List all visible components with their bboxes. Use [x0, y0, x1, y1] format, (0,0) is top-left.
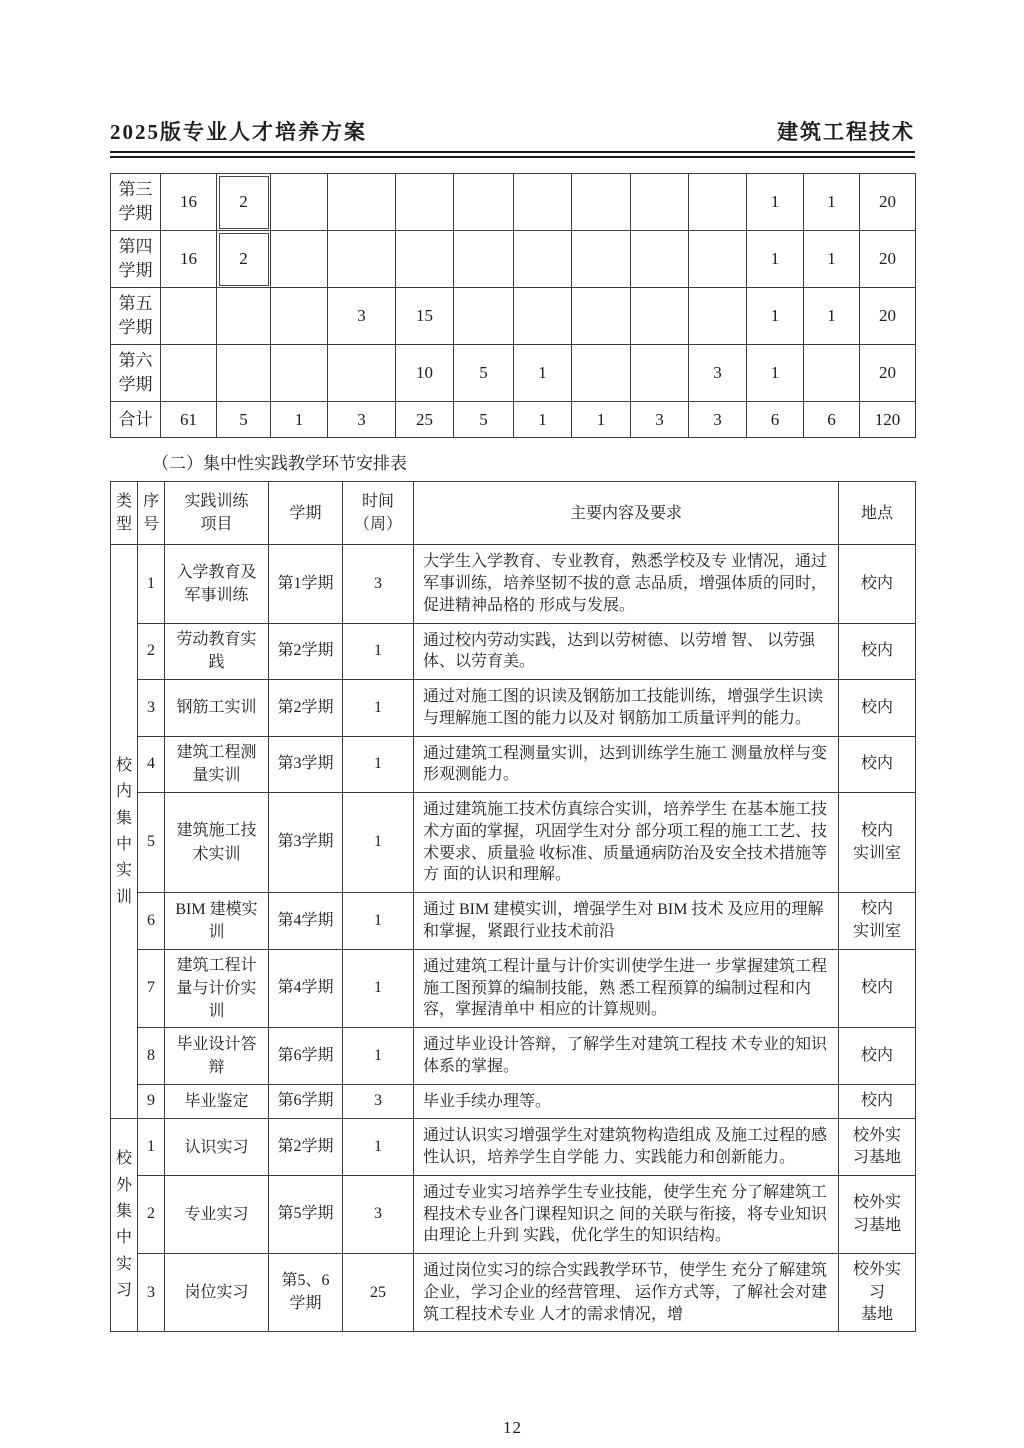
semester-value-cell — [689, 288, 747, 345]
semester-value-cell: 1 — [747, 288, 804, 345]
semester-value-cell: 61 — [161, 402, 217, 438]
semester-value-cell — [804, 345, 860, 402]
semester-table-body — [111, 174, 916, 438]
practice-weeks-cell: 3 — [343, 1084, 414, 1119]
practice-location-cell: 校内 — [839, 1028, 916, 1085]
semester-row-label: 第六学期 — [111, 345, 161, 402]
practice-header-col-content: 主要内容及要求 — [414, 482, 839, 545]
practice-weeks-cell: 1 — [343, 680, 414, 737]
semester-value-cell — [631, 174, 689, 231]
semester-value-cell: 20 — [860, 288, 916, 345]
practice-project-cell: 毕业设计答辩 — [165, 1028, 269, 1085]
practice-seq-cell: 2 — [138, 623, 165, 680]
semester-value-cell: 16 — [161, 174, 217, 231]
practice-header-col-semester: 学期 — [269, 482, 343, 545]
semester-value-cell — [631, 288, 689, 345]
semester-value-cell: 6 — [804, 402, 860, 438]
semester-value-cell: 1 — [747, 174, 804, 231]
semester-value-cell — [161, 345, 217, 402]
practice-project-cell: 劳动教育实践 — [165, 623, 269, 680]
semester-row — [111, 231, 916, 288]
practice-seq-cell: 5 — [138, 793, 165, 893]
semester-value-cell — [454, 288, 514, 345]
practice-seq-cell: 1 — [138, 1119, 165, 1176]
practice-location-cell: 校内 实训室 — [839, 793, 916, 893]
practice-semester-cell: 第4学期 — [269, 949, 343, 1028]
practice-type-cell — [111, 1119, 138, 1332]
semester-value-cell: 20 — [860, 231, 916, 288]
page-header — [110, 116, 915, 146]
semester-summary-table — [110, 173, 916, 438]
practice-content-cell: 通过认识实习增强学生对建筑物构造组成 及施工过程的感性认识，培养学生自学能 力、实践能力和创新能力。 — [414, 1119, 839, 1176]
practice-seq-cell: 9 — [138, 1084, 165, 1119]
practice-location-cell: 校内 — [839, 736, 916, 793]
semester-value-cell — [572, 345, 631, 402]
semester-value-cell — [514, 174, 572, 231]
semester-value-cell: 20 — [860, 174, 916, 231]
practice-location-cell: 校外实 习 基地 — [839, 1254, 916, 1332]
practice-content-cell: 通过对施工图的识读及钢筋加工技能训练，增强学生识读与理解施工图的能力以及对 钢筋加工质量评判的能力。 — [414, 680, 839, 737]
semester-value-cell: 1 — [572, 402, 631, 438]
semester-value-cell: 1 — [271, 402, 328, 438]
practice-project-cell: 岗位实习 — [165, 1254, 269, 1332]
practice-row — [111, 1028, 916, 1085]
practice-location-cell: 校外实 习基地 — [839, 1119, 916, 1176]
practice-weeks-cell: 1 — [343, 623, 414, 680]
practice-weeks-cell: 25 — [343, 1254, 414, 1332]
semester-row — [111, 402, 916, 438]
practice-seq-cell: 3 — [138, 1254, 165, 1332]
section-title: （二）集中性实践教学环节安排表 — [152, 454, 407, 473]
practice-project-cell: 建筑工程计量与计价实训 — [165, 949, 269, 1028]
practice-row — [111, 793, 916, 893]
header-left-title: 2025版专业人才培养方案 — [110, 120, 367, 144]
practice-row — [111, 1254, 916, 1332]
semester-value-cell: 3 — [328, 402, 396, 438]
semester-value-cell — [217, 288, 271, 345]
semester-value-cell: 2 — [217, 174, 271, 231]
practice-row — [111, 1119, 916, 1176]
practice-seq-cell: 4 — [138, 736, 165, 793]
semester-value-cell: 1 — [804, 231, 860, 288]
practice-row — [111, 1084, 916, 1119]
practice-row — [111, 949, 916, 1028]
practice-location-cell: 校内 — [839, 680, 916, 737]
semester-value-cell — [271, 174, 328, 231]
semester-value-cell: 2 — [217, 231, 271, 288]
practice-semester-cell: 第5学期 — [269, 1175, 343, 1253]
practice-seq-cell: 6 — [138, 893, 165, 950]
semester-value-cell — [454, 231, 514, 288]
page-number: 12 — [503, 1418, 522, 1438]
semester-value-cell: 1 — [514, 345, 572, 402]
practice-semester-cell: 第4学期 — [269, 893, 343, 950]
practice-weeks-cell: 1 — [343, 949, 414, 1028]
practice-content-cell: 通过专业实习培养学生专业技能，使学生充 分了解建筑工程技术专业各门课程知识之 间的关联与衔接，将专业知识由理论上升到 实践，优化学生的知识结构。 — [414, 1175, 839, 1253]
semester-value-cell: 25 — [396, 402, 454, 438]
practice-seq-cell: 2 — [138, 1175, 165, 1253]
semester-value-cell — [217, 345, 271, 402]
practice-header-col-seq: 序号 — [138, 482, 165, 545]
semester-value-cell — [396, 174, 454, 231]
semester-value-cell — [271, 345, 328, 402]
practice-weeks-cell: 1 — [343, 793, 414, 893]
practice-content-cell: 通过建筑工程计量与计价实训使学生进一 步掌握建筑工程施工图预算的编制技能，熟 悉工程预算的编制过程和内容，掌握清单中 相应的计算规则。 — [414, 949, 839, 1028]
semester-value-cell — [514, 231, 572, 288]
practice-location-cell: 校内 — [839, 623, 916, 680]
practice-project-cell: 入学教育及军事训练 — [165, 545, 269, 623]
practice-row — [111, 1175, 916, 1253]
practice-weeks-cell: 1 — [343, 736, 414, 793]
practice-weeks-cell: 1 — [343, 1028, 414, 1085]
practice-type-label: 校内集中实训 — [115, 756, 132, 906]
practice-header-col-project: 实践训练 项目 — [165, 482, 269, 545]
practice-content-cell: 通过建筑工程测量实训，达到训练学生施工 测量放样与变形观测能力。 — [414, 736, 839, 793]
semester-value-cell — [328, 174, 396, 231]
practice-type-cell — [111, 545, 138, 1119]
practice-seq-cell: 1 — [138, 545, 165, 623]
practice-semester-cell: 第3学期 — [269, 736, 343, 793]
practice-location-cell: 校内 实训室 — [839, 893, 916, 950]
practice-semester-cell: 第2学期 — [269, 1119, 343, 1176]
practice-schedule-table — [110, 481, 916, 1332]
semester-value-cell: 1 — [804, 174, 860, 231]
practice-row — [111, 623, 916, 680]
practice-project-cell: 毕业鉴定 — [165, 1084, 269, 1119]
practice-weeks-cell: 3 — [343, 1175, 414, 1253]
semester-value-cell: 1 — [747, 345, 804, 402]
semester-value-cell — [271, 231, 328, 288]
semester-row-label: 第五学期 — [111, 288, 161, 345]
practice-location-cell: 校外实 习基地 — [839, 1175, 916, 1253]
practice-header-col-type: 类型 — [111, 482, 138, 545]
practice-seq-cell: 8 — [138, 1028, 165, 1085]
practice-project-cell: 建筑工程测量实训 — [165, 736, 269, 793]
semester-value-cell — [396, 231, 454, 288]
practice-content-cell: 通过毕业设计答辩，了解学生对建筑工程技 术专业的知识体系的掌握。 — [414, 1028, 839, 1085]
semester-value-cell — [271, 288, 328, 345]
semester-value-cell — [572, 288, 631, 345]
practice-location-cell: 校内 — [839, 545, 916, 623]
practice-header-col-location: 地点 — [839, 482, 916, 545]
practice-semester-cell: 第2学期 — [269, 680, 343, 737]
semester-value-cell: 5 — [217, 402, 271, 438]
practice-row — [111, 680, 916, 737]
practice-content-cell: 通过校内劳动实践，达到以劳树德、以劳增 智、 以劳强体、以劳育美。 — [414, 623, 839, 680]
practice-row — [111, 545, 916, 623]
semester-value-cell: 5 — [454, 345, 514, 402]
semester-value-cell: 3 — [689, 402, 747, 438]
practice-semester-cell: 第3学期 — [269, 793, 343, 893]
practice-header-col-weeks: 时间 （周） — [343, 482, 414, 545]
practice-content-cell: 大学生入学教育、专业教育，熟悉学校及专 业情况，通过军事训练，培养坚韧不拔的意 志品质，增强体质的同时，促进精神品格的 形成与发展。 — [414, 545, 839, 623]
practice-semester-cell: 第1学期 — [269, 545, 343, 623]
semester-value-cell — [631, 231, 689, 288]
practice-project-cell: 专业实习 — [165, 1175, 269, 1253]
practice-location-cell: 校内 — [839, 949, 916, 1028]
practice-content-cell: 毕业手续办理等。 — [414, 1084, 839, 1119]
practice-content-cell: 通过 BIM 建模实训，增强学生对 BIM 技术 及应用的理解和掌握，紧跟行业技术前沿 — [414, 893, 839, 950]
practice-row — [111, 736, 916, 793]
semester-value-cell — [328, 231, 396, 288]
practice-content-cell: 通过建筑施工技术仿真综合实训，培养学生 在基本施工技术方面的掌握，巩固学生对分 部分项工程的施工工艺、技术要求、质量验 收标准、质量通病防治及安全技术措施等方 面的认识和理解。 — [414, 793, 839, 893]
practice-weeks-cell: 1 — [343, 1119, 414, 1176]
semester-value-cell — [161, 288, 217, 345]
semester-value-cell: 10 — [396, 345, 454, 402]
semester-value-cell — [454, 174, 514, 231]
semester-value-cell: 15 — [396, 288, 454, 345]
semester-value-cell — [328, 345, 396, 402]
semester-row — [111, 288, 916, 345]
semester-value-cell — [514, 288, 572, 345]
practice-row — [111, 893, 916, 950]
semester-value-cell: 1 — [804, 288, 860, 345]
practice-seq-cell: 7 — [138, 949, 165, 1028]
practice-weeks-cell: 3 — [343, 545, 414, 623]
practice-project-cell: 钢筋工实训 — [165, 680, 269, 737]
semester-value-cell: 3 — [328, 288, 396, 345]
practice-project-cell: BIM 建模实训 — [165, 893, 269, 950]
semester-value-cell: 16 — [161, 231, 217, 288]
practice-seq-cell: 3 — [138, 680, 165, 737]
semester-value-cell: 1 — [747, 231, 804, 288]
semester-row — [111, 174, 916, 231]
practice-weeks-cell: 1 — [343, 893, 414, 950]
semester-value-cell: 6 — [747, 402, 804, 438]
semester-row-label: 第三学期 — [111, 174, 161, 231]
header-rule — [110, 151, 915, 158]
practice-semester-cell: 第2学期 — [269, 623, 343, 680]
semester-value-cell: 3 — [689, 345, 747, 402]
practice-project-cell: 建筑施工技术实训 — [165, 793, 269, 893]
semester-value-cell: 5 — [454, 402, 514, 438]
practice-table-body — [111, 545, 916, 1332]
practice-semester-cell: 第6学期 — [269, 1084, 343, 1119]
practice-semester-cell: 第6学期 — [269, 1028, 343, 1085]
semester-value-cell — [689, 231, 747, 288]
header-right-title: 建筑工程技术 — [777, 120, 915, 144]
practice-semester-cell: 第5、6 学期 — [269, 1254, 343, 1332]
practice-location-cell: 校内 — [839, 1084, 916, 1119]
semester-value-cell — [689, 174, 747, 231]
semester-value-cell: 1 — [514, 402, 572, 438]
semester-row-label: 合计 — [111, 402, 161, 438]
practice-content-cell: 通过岗位实习的综合实践教学环节，使学生 充分了解建筑企业，学习企业的经营管理、 运作方式等，了解社会对建筑工程技术专业 人才的需求情况，增 — [414, 1254, 839, 1332]
semester-value-cell — [572, 231, 631, 288]
semester-value-cell — [631, 345, 689, 402]
semester-value-cell — [572, 174, 631, 231]
semester-row — [111, 345, 916, 402]
semester-row-label: 第四学期 — [111, 231, 161, 288]
semester-value-cell: 20 — [860, 345, 916, 402]
semester-value-cell: 120 — [860, 402, 916, 438]
practice-project-cell: 认识实习 — [165, 1119, 269, 1176]
practice-header-row — [111, 482, 916, 545]
semester-value-cell: 3 — [631, 402, 689, 438]
practice-type-label: 校外集中实习 — [115, 1150, 132, 1300]
